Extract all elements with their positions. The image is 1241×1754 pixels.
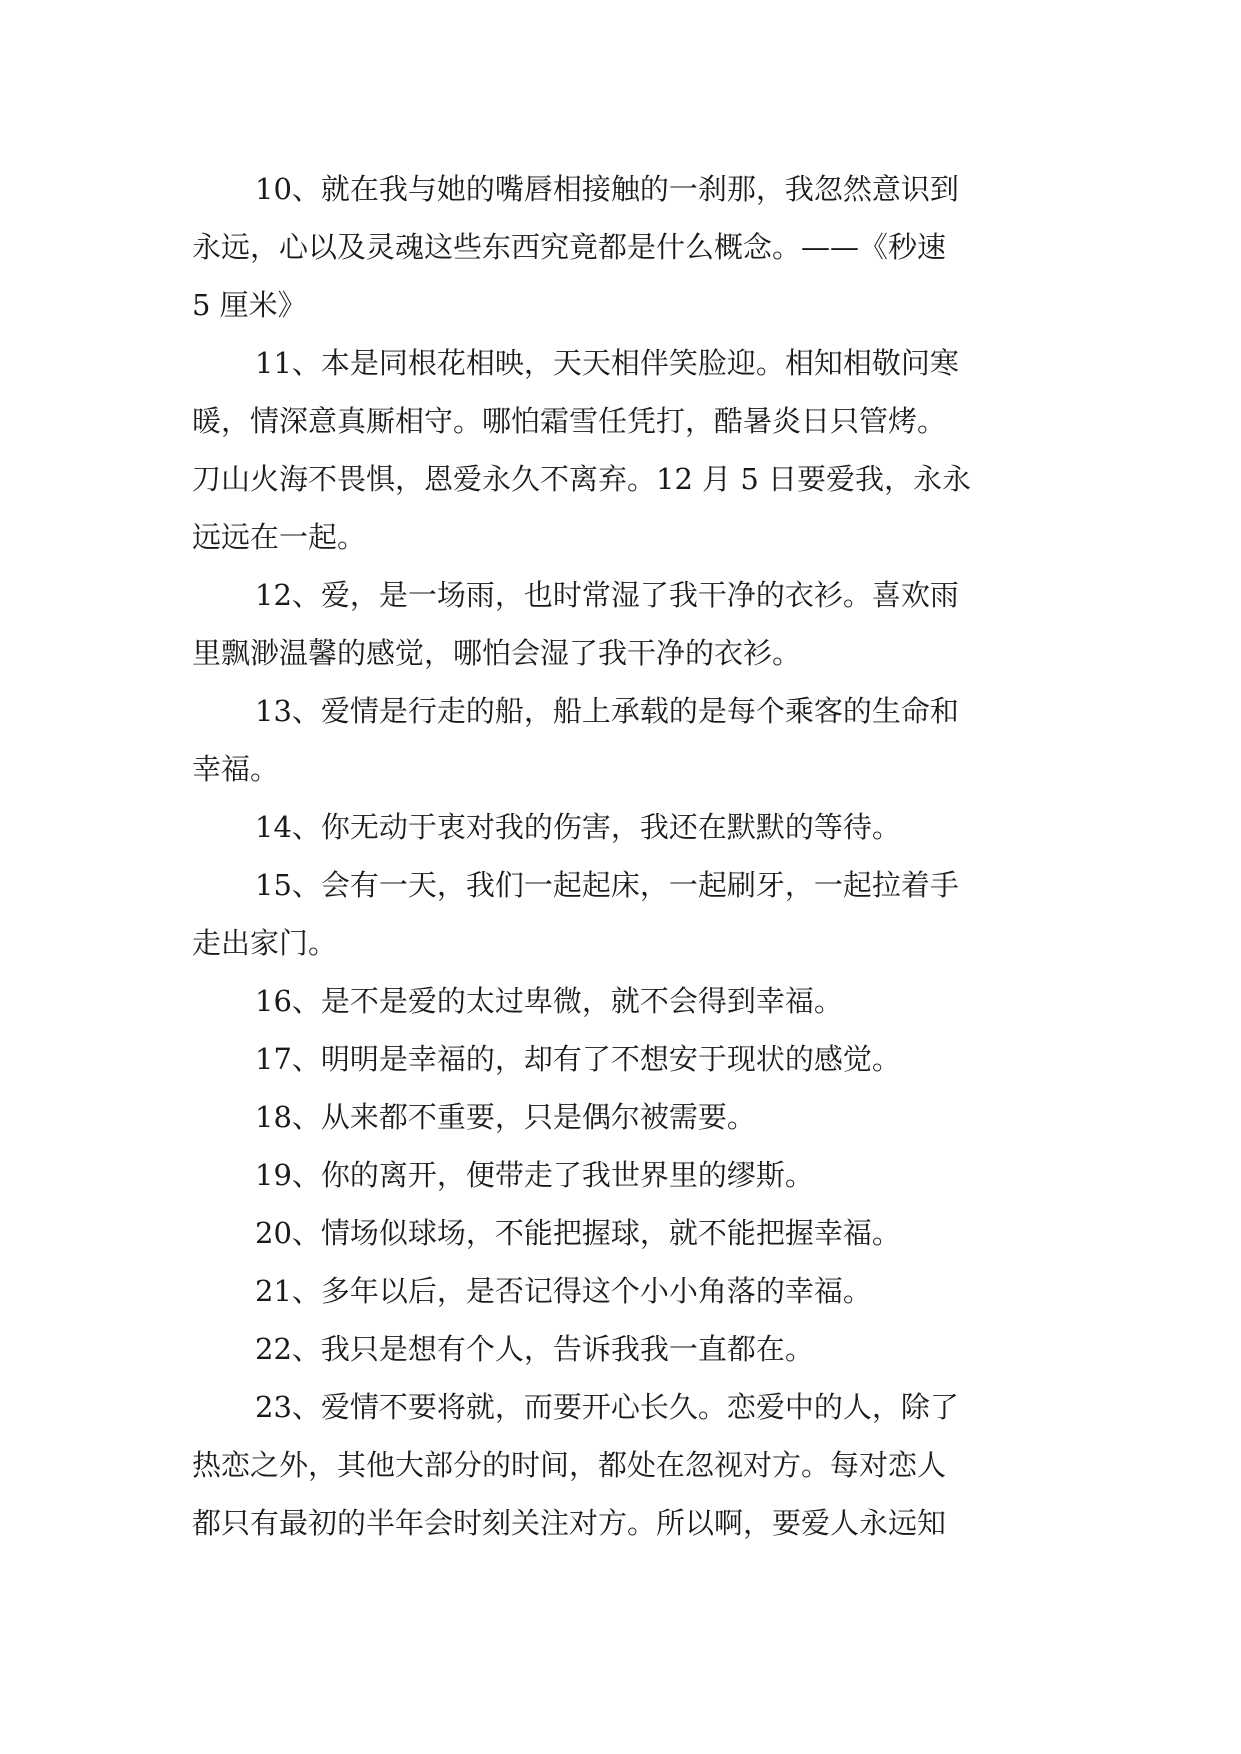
text-line: 幸福。	[192, 752, 280, 786]
text-line: 永远，心以及灵魂这些东西究竟都是什么概念。——《秒速	[192, 230, 947, 264]
text-line: 14、你无动于衷对我的伤害，我还在默默的等待。	[255, 810, 901, 844]
text-line: 19、你的离开，便带走了我世界里的缪斯。	[255, 1158, 814, 1192]
text-line: 13、爱情是行走的船，船上承载的是每个乘客的生命和	[255, 694, 959, 728]
text-line: 刀山火海不畏惧，恩爱永久不离弃。12 月 5 日要爱我，永永	[192, 462, 972, 496]
text-line: 5 厘米》	[192, 288, 307, 322]
text-line: 里飘渺温馨的感觉，哪怕会湿了我干净的衣衫。	[192, 636, 802, 670]
text-line: 16、是不是爱的太过卑微，就不会得到幸福。	[255, 984, 843, 1018]
text-line: 10、就在我与她的嘴唇相接触的一刹那，我忽然意识到	[255, 172, 959, 206]
text-line: 11、本是同根花相映，天天相伴笑脸迎。相知相敬问寒	[255, 346, 959, 380]
text-line: 15、会有一天，我们一起起床，一起刷牙，一起拉着手	[255, 868, 959, 902]
body-text	[192, 160, 1062, 1552]
text-line: 17、明明是幸福的，却有了不想安于现状的感觉。	[255, 1042, 901, 1076]
text-line: 20、情场似球场，不能把握球，就不能把握幸福。	[255, 1216, 901, 1250]
text-line: 远远在一起。	[192, 520, 367, 554]
text-line: 23、爱情不要将就，而要开心长久。恋爱中的人，除了	[255, 1390, 959, 1424]
text-line: 18、从来都不重要，只是偶尔被需要。	[255, 1100, 756, 1134]
text-line: 21、多年以后，是否记得这个小小角落的幸福。	[255, 1274, 872, 1308]
text-line: 热恋之外，其他大部分的时间，都处在忽视对方。每对恋人	[192, 1448, 947, 1482]
text-line: 都只有最初的半年会时刻关注对方。所以啊，要爱人永远知	[192, 1506, 947, 1540]
text-line: 12、爱，是一场雨，也时常湿了我干净的衣衫。喜欢雨	[255, 578, 959, 612]
text-line: 暖，情深意真厮相守。哪怕霜雪任凭打，酷暑炎日只管烤。	[192, 404, 947, 438]
text-line: 22、我只是想有个人，告诉我我一直都在。	[255, 1332, 814, 1366]
text-line: 走出家门。	[192, 926, 338, 960]
